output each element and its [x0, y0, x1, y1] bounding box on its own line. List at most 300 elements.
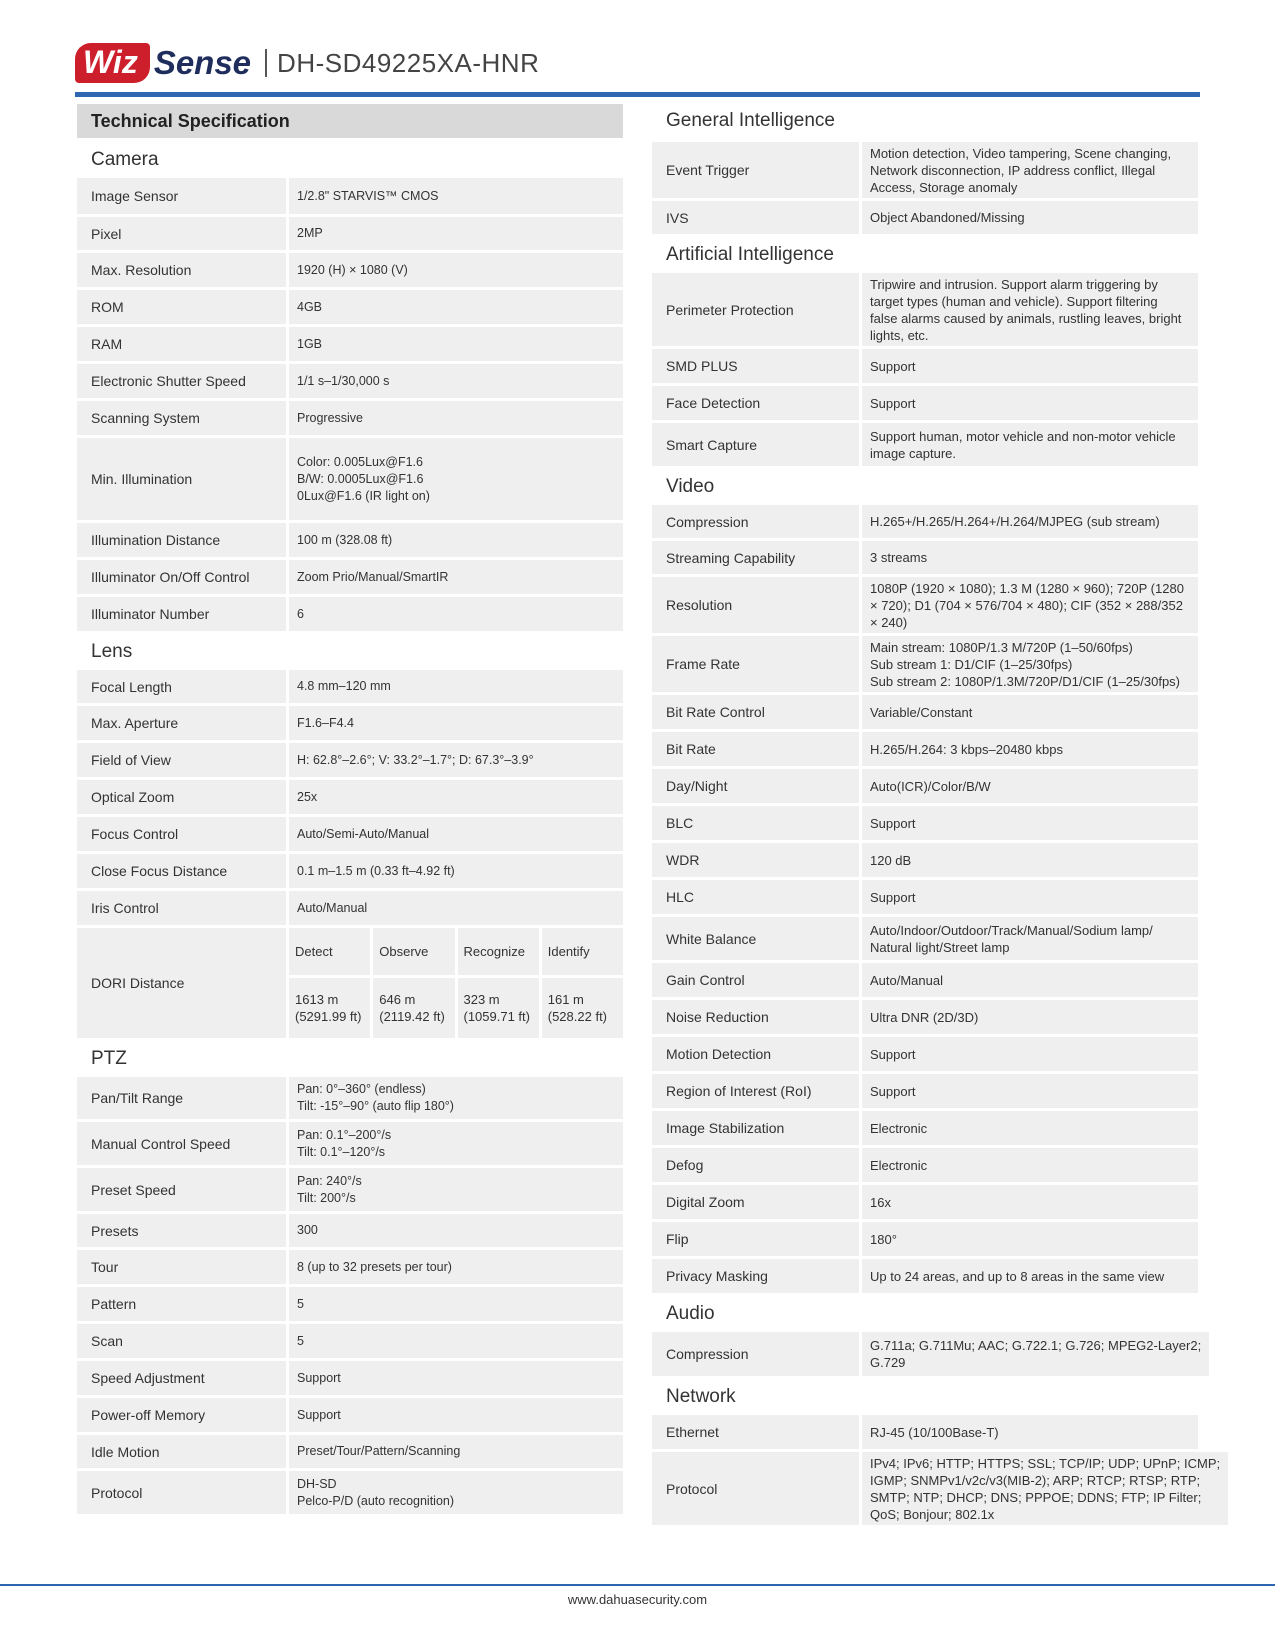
row-value: [862, 1415, 1198, 1449]
value-line: Preset/Tour/Pattern/Scanning: [297, 1444, 461, 1458]
table-row: [652, 349, 1198, 383]
row-label: Manual Control Speed: [77, 1122, 286, 1165]
table-row: [77, 743, 623, 777]
row-value: [289, 817, 623, 851]
artificial-intelligence-table: [652, 273, 1198, 466]
value-line: RJ-45 (10/100Base-T): [870, 1424, 999, 1440]
row-label: Iris Control: [77, 891, 286, 925]
row-label: Motion Detection: [652, 1037, 859, 1071]
row-value: [862, 142, 1198, 198]
dori-value-meters: 646 m: [379, 992, 416, 1007]
row-value: [862, 636, 1198, 692]
row-value: [289, 1287, 623, 1321]
row-value: [862, 1185, 1198, 1219]
value-line: Support: [870, 1083, 916, 1099]
row-value: [289, 1168, 623, 1211]
row-value: [862, 577, 1198, 633]
row-label: Defog: [652, 1148, 859, 1182]
table-row: [77, 597, 623, 631]
value-line: 8 (up to 32 presets per tour): [297, 1259, 452, 1274]
value-line: Support: [870, 395, 916, 411]
section-title-audio: Audio: [666, 1303, 715, 1324]
table-row: [77, 780, 623, 814]
row-value: [289, 1471, 623, 1514]
row-label: HLC: [652, 880, 859, 914]
table-row: [652, 423, 1198, 466]
table-row: [77, 401, 623, 435]
section-title-network: Network: [666, 1386, 736, 1407]
row-value: [862, 505, 1198, 538]
table-row: [652, 917, 1198, 960]
value-line: Variable/Constant: [870, 704, 973, 720]
value-line: Tilt: -15°–90° (auto flip 180°): [297, 1099, 454, 1113]
table-row: [652, 769, 1198, 803]
row-value: [862, 1037, 1198, 1071]
row-value: [289, 178, 623, 214]
row-label: Compression: [652, 1332, 859, 1376]
row-label: Preset Speed: [77, 1168, 286, 1211]
table-row: [652, 273, 1198, 346]
table-row: [77, 560, 623, 594]
section-title-artificial-intelligence: Artificial Intelligence: [666, 244, 834, 265]
value-line: 1GB: [297, 336, 323, 351]
value-line: Access, Storage anomaly: [870, 179, 1018, 195]
row-label: Presets: [77, 1214, 286, 1247]
value-line: Auto/Indoor/Outdoor/Track/Manual/Sodium lamp/: [870, 922, 1153, 938]
row-label: Illuminator Number: [77, 597, 286, 631]
row-label: Privacy Masking: [652, 1259, 859, 1293]
row-label: RAM: [77, 327, 286, 361]
value-line: Pan: 0°–360° (endless): [297, 1082, 426, 1096]
value-line: Support: [297, 1370, 341, 1385]
footer-divider: [0, 1584, 1275, 1586]
row-value: [289, 743, 623, 777]
row-label: Event Trigger: [652, 142, 859, 198]
row-label: Speed Adjustment: [77, 1361, 286, 1395]
table-row: [77, 1168, 623, 1211]
network-table: [652, 1415, 1221, 1525]
value-line: Pan: 0.1°–200°/s: [297, 1127, 392, 1142]
value-line: Pan: 240°/s: [297, 1173, 362, 1188]
value-line: H: 62.8°–2.6°; V: 33.2°–1.7°; D: 67.3°–3.9°: [297, 752, 534, 767]
table-row: [652, 1148, 1198, 1182]
table-row: [77, 253, 623, 287]
row-label: Power-off Memory: [77, 1398, 286, 1432]
value-line: DH-SD: [297, 1476, 337, 1491]
value-line: Support: [870, 358, 916, 374]
dori-header: Observe: [373, 928, 454, 975]
value-line: Auto/Manual: [297, 900, 368, 915]
value-line: Network disconnection, IP address conflict, Illegal: [870, 162, 1156, 178]
row-label: Compression: [652, 505, 859, 538]
row-value: [862, 917, 1198, 960]
value-line: 180°: [870, 1231, 897, 1247]
row-label: Image Sensor: [77, 178, 286, 214]
row-label: IVS: [652, 201, 859, 234]
row-value: [289, 1077, 623, 1119]
row-value: [862, 1000, 1198, 1034]
value-line: 2MP: [297, 226, 323, 240]
value-line: × 240): [870, 614, 908, 630]
row-value: [862, 273, 1198, 346]
value-line: Support human, motor vehicle and non-motor vehicle: [870, 428, 1176, 444]
value-line: 4.8 mm–120 mm: [297, 679, 391, 693]
table-row: [652, 880, 1198, 914]
row-value: [862, 806, 1198, 840]
row-value: [862, 880, 1198, 914]
row-label: Scanning System: [77, 401, 286, 435]
value-line: target types (human and vehicle). Support filtering: [870, 293, 1158, 309]
table-row: [77, 1471, 623, 1514]
row-value: [289, 1361, 623, 1395]
row-label: White Balance: [652, 917, 859, 960]
row-value: [862, 201, 1198, 234]
dori-value-meters: 323 m: [463, 992, 500, 1007]
value-line: Support: [870, 1046, 916, 1062]
dori-value-meters: 161 m: [547, 992, 584, 1007]
ptz-table: [77, 1077, 623, 1514]
table-row: [77, 817, 623, 851]
section-title-lens: Lens: [91, 641, 133, 662]
row-value: [289, 438, 623, 520]
table-row: [77, 217, 623, 250]
value-line: Support: [870, 889, 916, 905]
row-label: Electronic Shutter Speed: [77, 364, 286, 398]
dori-header: Recognize: [458, 928, 539, 975]
value-line: B/W: 0.0005Lux@F1.6: [297, 471, 424, 486]
value-line: F1.6–F4.4: [297, 715, 354, 730]
row-label: Region of Interest (RoI): [652, 1074, 859, 1108]
value-line: QoS; Bonjour; 802.1x: [870, 1506, 995, 1522]
table-row: [652, 695, 1198, 729]
row-label: Protocol: [77, 1471, 286, 1514]
row-value: [862, 1332, 1209, 1376]
value-line: 5: [297, 1296, 304, 1311]
row-label: WDR: [652, 843, 859, 877]
row-label: Flip: [652, 1222, 859, 1256]
value-line: Ultra DNR (2D/3D): [870, 1009, 979, 1025]
value-line: 6: [297, 606, 304, 621]
row-label: Close Focus Distance: [77, 854, 286, 888]
dori-value-feet: (2119.42 ft): [379, 1009, 445, 1024]
row-value: [289, 364, 623, 398]
row-label: Pixel: [77, 217, 286, 250]
row-label: DORI Distance: [77, 928, 286, 1038]
row-label: Illuminator On/Off Control: [77, 560, 286, 594]
table-row: [652, 1222, 1198, 1256]
row-label: Focus Control: [77, 817, 286, 851]
row-value: [862, 1148, 1198, 1182]
value-line: Zoom Prio/Manual/SmartIR: [297, 569, 449, 584]
value-line: 1/1 s–1/30,000 s: [297, 373, 390, 388]
value-line: 1080P (1920 × 1080); 1.3 M (1280 × 960); 720P (1280: [870, 580, 1184, 596]
row-value: [289, 891, 623, 925]
value-line: 120 dB: [870, 852, 912, 868]
value-line: 0.1 m–1.5 m (0.33 ft–4.92 ft): [297, 863, 455, 878]
row-value: [862, 695, 1198, 729]
value-line: Up to 24 areas, and up to 8 areas in the same view: [870, 1268, 1165, 1284]
table-row: [652, 636, 1198, 692]
row-label: Pattern: [77, 1287, 286, 1321]
logo-wiz-text: Wiz: [75, 43, 150, 83]
row-label: Pan/Tilt Range: [77, 1077, 286, 1119]
value-line: Sub stream 2: 1080P/1.3M/720P/D1/CIF (1–25/30fps): [870, 673, 1181, 689]
table-row: [652, 1415, 1198, 1449]
wizsense-logo: [75, 43, 251, 83]
general-intelligence-table: [652, 142, 1198, 234]
row-value: [289, 290, 623, 324]
value-line: 16x: [870, 1194, 891, 1210]
table-row: [77, 178, 623, 214]
row-label: Max. Aperture: [77, 706, 286, 740]
row-value: [289, 1214, 623, 1247]
row-label: Idle Motion: [77, 1435, 286, 1468]
table-row: [652, 201, 1198, 234]
table-row: [77, 327, 623, 361]
header: [75, 38, 539, 88]
footer-website-link[interactable]: www.dahuasecurity.com: [567, 1592, 708, 1607]
table-row: [77, 1214, 623, 1247]
table-row: [77, 1361, 623, 1395]
row-label: Bit Rate: [652, 732, 859, 766]
right-column: [652, 104, 1221, 1528]
row-value: [862, 769, 1198, 803]
row-value: [862, 843, 1198, 877]
value-line: 1/2.8" STARVIS™ CMOS: [297, 188, 439, 203]
value-line: Tilt: 0.1°–120°/s: [297, 1144, 386, 1159]
table-row: [77, 1287, 623, 1321]
table-row: [652, 577, 1198, 633]
value-line: Main stream: 1080P/1.3 M/720P (1–50/60fps): [870, 639, 1133, 655]
value-line: Pelco-P/D (auto recognition): [297, 1493, 455, 1508]
table-row: [77, 1250, 623, 1284]
table-row: [77, 891, 623, 925]
table-row: [652, 1111, 1198, 1145]
row-label: Scan: [77, 1324, 286, 1358]
row-value: [862, 386, 1198, 420]
row-label: BLC: [652, 806, 859, 840]
row-label: Focal Length: [77, 670, 286, 703]
value-line: Tilt: 200°/s: [297, 1190, 356, 1205]
row-value: [289, 560, 623, 594]
value-line: Color: 0.005Lux@F1.6: [297, 454, 423, 469]
value-line: SMTP; NTP; DHCP; DNS; PPPOE; DDNS; FTP; IP Filter;: [870, 1489, 1202, 1505]
row-value: [289, 854, 623, 888]
video-table: [652, 505, 1198, 1293]
value-line: Progressive: [297, 410, 363, 425]
value-line: Motion detection, Video tampering, Scene changing,: [870, 145, 1172, 161]
row-value: [289, 706, 623, 740]
row-label: Protocol: [652, 1452, 859, 1525]
value-line: 0Lux@F1.6 (IR light on): [297, 488, 430, 503]
value-line: H.265+/H.265/H.264+/H.264/MJPEG (sub stream): [870, 514, 1160, 529]
table-row: [652, 1332, 1202, 1376]
value-line: IGMP; SNMPv1/v2c/v3(MIB-2); ARP; RTCP; RTSP; RTP;: [870, 1472, 1201, 1488]
row-value: [862, 1074, 1198, 1108]
row-value: [289, 253, 623, 287]
row-value: [289, 217, 623, 250]
row-value: [289, 523, 623, 557]
row-value: [289, 1122, 623, 1165]
dori-header: Detect: [289, 928, 370, 975]
table-row: [652, 142, 1198, 198]
table-row: [77, 706, 623, 740]
section-title-general-intelligence: General Intelligence: [666, 110, 835, 131]
header-divider: [75, 92, 1200, 97]
row-label: Perimeter Protection: [652, 273, 859, 346]
row-value: [289, 1398, 623, 1432]
audio-table: [652, 1332, 1202, 1376]
dori-value: [542, 978, 623, 1038]
value-line: H.265/H.264: 3 kbps–20480 kbps: [870, 741, 1063, 757]
left-column: [77, 104, 623, 1517]
value-line: false alarms caused by animals, rustling leaves, bright: [870, 310, 1182, 326]
row-value: [289, 1250, 623, 1284]
value-line: Support: [870, 815, 916, 831]
row-label: Face Detection: [652, 386, 859, 420]
table-row: [77, 670, 623, 703]
value-line: 300: [297, 1223, 318, 1237]
row-value: [862, 423, 1198, 466]
header-separator: [265, 49, 267, 77]
table-row: [77, 1324, 623, 1358]
row-label: Optical Zoom: [77, 780, 286, 814]
value-line: Tripwire and intrusion. Support alarm triggering by: [870, 276, 1158, 292]
row-value: [862, 963, 1198, 997]
row-value: [862, 1259, 1198, 1293]
table-row: [652, 505, 1198, 538]
row-label: Min. Illumination: [77, 438, 286, 520]
table-row: [77, 523, 623, 557]
row-label: Field of View: [77, 743, 286, 777]
table-row: [652, 386, 1198, 420]
value-line: Support: [297, 1407, 341, 1422]
row-value: [862, 1222, 1198, 1256]
table-row: [652, 1185, 1198, 1219]
model-number: DH-SD49225XA-HNR: [277, 47, 540, 78]
section-title-video: Video: [666, 476, 715, 497]
dori-value: [458, 978, 539, 1038]
section-title-camera: Camera: [91, 149, 159, 170]
row-label: Ethernet: [652, 1415, 859, 1449]
row-label: Day/Night: [652, 769, 859, 803]
row-label: Max. Resolution: [77, 253, 286, 287]
lens-table: [77, 670, 623, 925]
row-value: [862, 349, 1198, 383]
table-row: [652, 541, 1198, 574]
row-label: Image Stabilization: [652, 1111, 859, 1145]
table-row: [77, 1398, 623, 1432]
value-line: Sub stream 1: D1/CIF (1–25/30fps): [870, 656, 1073, 672]
row-label: Illumination Distance: [77, 523, 286, 557]
section-title-ptz: PTZ: [91, 1048, 127, 1069]
row-value: [289, 597, 623, 631]
row-label: Frame Rate: [652, 636, 859, 692]
dori-value-feet: (1059.71 ft): [463, 1009, 530, 1024]
value-line: IPv4; IPv6; HTTP; HTTPS; SSL; TCP/IP; UDP; UPnP; ICMP;: [870, 1455, 1221, 1471]
value-line: Electronic: [870, 1120, 928, 1136]
row-label: SMD PLUS: [652, 349, 859, 383]
row-label: Digital Zoom: [652, 1185, 859, 1219]
row-label: ROM: [77, 290, 286, 324]
row-value: [862, 732, 1198, 766]
row-label: Gain Control: [652, 963, 859, 997]
row-value: [289, 670, 623, 703]
value-line: 4GB: [297, 299, 323, 314]
row-label: Streaming Capability: [652, 541, 859, 574]
row-value: [289, 1435, 623, 1468]
row-label: Bit Rate Control: [652, 695, 859, 729]
value-line: 100 m (328.08 ft): [297, 532, 393, 547]
dori-value: [289, 978, 370, 1038]
value-line: G.711a; G.711Mu; AAC; G.722.1; G.726; MPEG2-Layer2;: [870, 1338, 1202, 1353]
row-label: Noise Reduction: [652, 1000, 859, 1034]
row-value: [289, 327, 623, 361]
dori-value-meters: 1613 m: [295, 992, 339, 1007]
row-value: [862, 541, 1198, 574]
value-line: 5: [297, 1333, 304, 1348]
table-row: [77, 1122, 623, 1165]
value-line: Auto(ICR)/Color/B/W: [870, 778, 991, 794]
row-value: [289, 1324, 623, 1358]
value-line: × 720); D1 (704 × 576/704 × 480); CIF (352 × 288/352: [870, 597, 1183, 613]
camera-table: [77, 178, 623, 631]
row-label: Smart Capture: [652, 423, 859, 466]
table-row: [77, 290, 623, 324]
dori-value-feet: (528.22 ft): [547, 1009, 608, 1024]
table-row: [77, 1435, 623, 1468]
value-line: lights, etc.: [870, 327, 929, 343]
value-line: Auto/Manual: [870, 972, 943, 988]
table-row: [652, 1074, 1198, 1108]
dori-value: [373, 978, 454, 1038]
dori-header: Identify: [542, 928, 623, 975]
table-row: [77, 854, 623, 888]
value-line: Auto/Semi-Auto/Manual: [297, 826, 430, 841]
row-value: [862, 1111, 1198, 1145]
table-row: [652, 732, 1198, 766]
value-line: 25x: [297, 789, 318, 804]
dori-distance-grid: [289, 928, 623, 1038]
table-row: [652, 1037, 1198, 1071]
table-row: [652, 1259, 1198, 1293]
row-value: [289, 401, 623, 435]
table-row: [652, 1000, 1198, 1034]
value-line: Object Abandoned/Missing: [870, 210, 1025, 225]
value-line: image capture.: [870, 445, 956, 461]
table-row: [77, 364, 623, 398]
table-row: [77, 928, 623, 1038]
table-row: [652, 1452, 1221, 1525]
dori-value-feet: (5291.99 ft): [295, 1009, 362, 1024]
row-value: [289, 780, 623, 814]
row-value: [862, 1452, 1228, 1525]
table-row: [652, 963, 1198, 997]
value-line: G.729: [870, 1355, 906, 1370]
table-row: [652, 843, 1198, 877]
table-row: [77, 438, 623, 520]
table-row: [77, 1077, 623, 1119]
page-title: Technical Specification: [77, 104, 623, 138]
value-line: 3 streams: [870, 550, 928, 565]
table-row: [652, 806, 1198, 840]
logo-sense-text: Sense: [153, 44, 252, 81]
value-line: Natural light/Street lamp: [870, 939, 1010, 955]
value-line: 1920 (H) × 1080 (V): [297, 262, 408, 277]
row-label: Resolution: [652, 577, 859, 633]
value-line: Electronic: [870, 1157, 928, 1173]
row-label: Tour: [77, 1250, 286, 1284]
